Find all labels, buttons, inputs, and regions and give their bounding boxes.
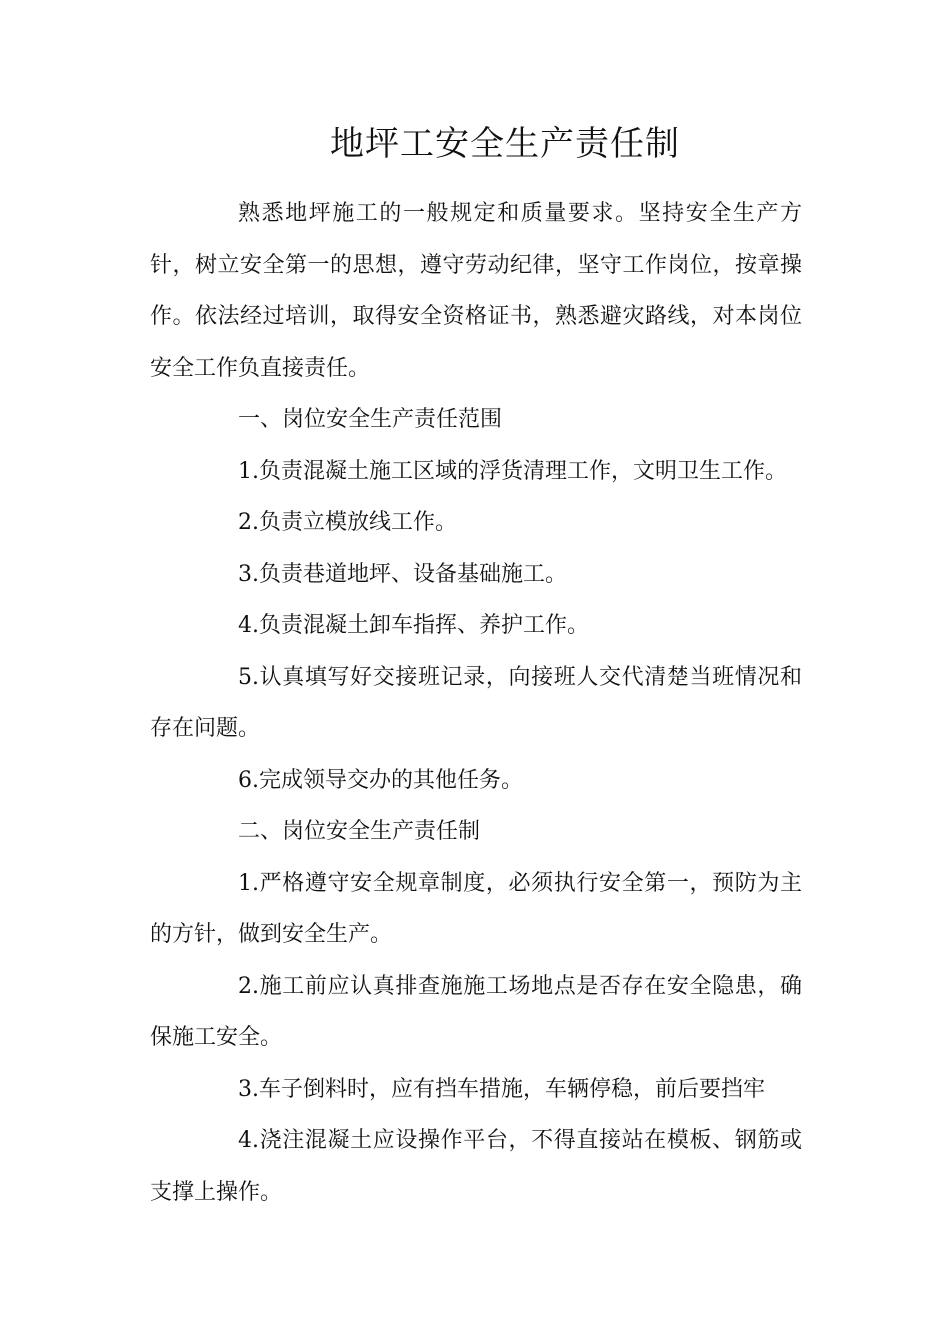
scope-item-4: 4.负责混凝土卸车指挥、养护工作。 <box>238 613 589 638</box>
document-title: 地坪工安全生产责任制 <box>330 124 680 164</box>
responsibility-item-2: 2.施工前应认真排查施施工场地点是否存在安全隐患，确保施工安全。 <box>150 973 802 1050</box>
responsibility-item-1: 1.严格遵守安全规章制度，必须执行安全第一，预防为主的方针，做到安全生产。 <box>150 870 802 947</box>
scope-item-5: 5.认真填写好交接班记录，向接班人交代清楚当班情况和存在问题。 <box>150 664 802 741</box>
scope-item-2: 2.负责立模放线工作。 <box>238 510 457 535</box>
scope-item-3: 3.负责巷道地坪、设备基础施工。 <box>238 561 567 587</box>
section-heading-responsibility: 二、岗位安全生产责任制 <box>238 819 481 844</box>
responsibility-item-4: 4.浇注混凝土应设操作平台，不得直接站在模板、钢筋或支撑上操作。 <box>150 1128 802 1205</box>
section-heading-scope: 一、岗位安全生产责任范围 <box>238 407 503 432</box>
scope-item-1: 1.负责混凝土施工区域的浮货清理工作，文明卫生工作。 <box>238 458 787 484</box>
responsibility-item-3: 3.车子倒料时，应有挡车措施，车辆停稳，前后要挡牢 <box>238 1076 765 1102</box>
document-body <box>150 188 802 1218</box>
scope-item-6: 6.完成领导交办的其他任务。 <box>238 767 523 793</box>
intro-paragraph: 熟悉地坪施工的一般规定和质量要求。坚持安全生产方针，树立安全第一的思想，遵守劳动纪律，坚守工作岗位，按章操作。依法经过培训，取得安全资格证书，熟悉避灾路线，对本岗位安全工作负直接责任。 <box>150 201 802 381</box>
